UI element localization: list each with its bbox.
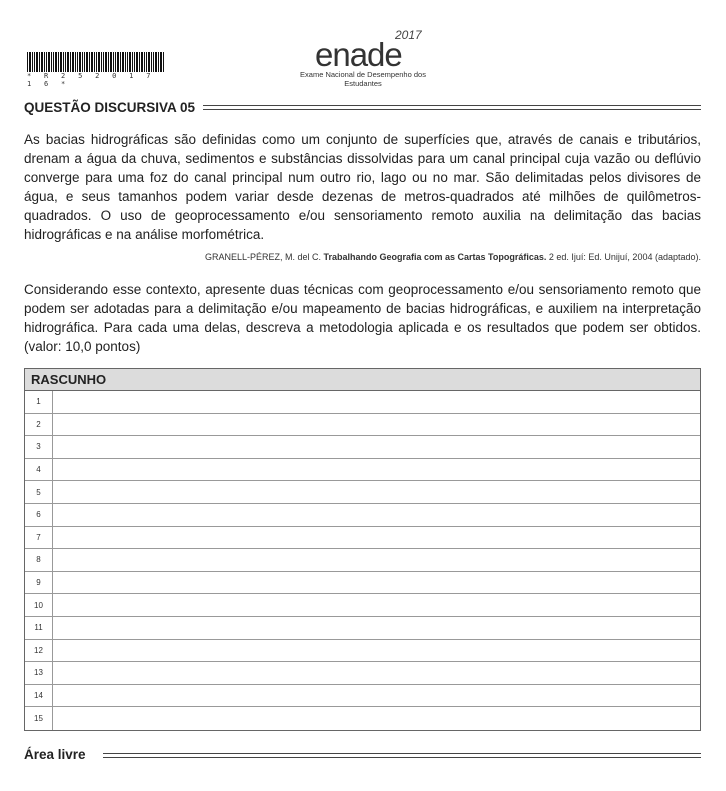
logo-year: 2017	[395, 28, 422, 42]
area-livre-title: Área livre	[24, 747, 86, 762]
rascunho-title: RASCUNHO	[25, 369, 700, 391]
line-space	[53, 391, 700, 413]
line-space	[53, 549, 700, 571]
answer-line	[25, 594, 700, 617]
answer-line	[25, 414, 700, 437]
question-prompt-paragraph: Considerando esse contexto, apresente duas técnicas com geoprocessamento e/ou sensoriamento remoto que podem ser adotadas para a delimitação e/ou mapeamento de bacias hidrográficas, e auxiliem na interpretação hidrográfica. Para cada uma delas, descreva a metodologia aplicada e os resultados que podem ser obtidos. (valor: 10,0 pontos)	[24, 282, 701, 354]
line-number: 8	[25, 549, 53, 571]
reference-rest: 2 ed. Ijuí: Ed. Unijuí, 2004 (adaptado).	[546, 252, 701, 262]
line-number: 3	[25, 436, 53, 458]
question-title: QUESTÃO DISCURSIVA 05	[24, 100, 196, 115]
line-space	[53, 414, 700, 436]
line-number: 7	[25, 527, 53, 549]
area-livre-rule	[103, 753, 701, 758]
reference-citation	[205, 252, 701, 262]
logo-subtitle: Exame Nacional de Desempenho dos Estudantes	[300, 70, 426, 88]
line-space	[53, 572, 700, 594]
rascunho-rows	[25, 391, 700, 730]
answer-line	[25, 617, 700, 640]
line-number: 6	[25, 504, 53, 526]
line-space	[53, 527, 700, 549]
enade-logo	[300, 28, 430, 86]
line-number: 12	[25, 640, 53, 662]
line-space	[53, 640, 700, 662]
reference-author: GRANELL-PÉREZ, M. del C.	[204, 252, 324, 262]
answer-line	[25, 527, 700, 550]
line-number: 15	[25, 707, 53, 730]
title-rule	[203, 105, 701, 110]
line-space	[53, 707, 700, 730]
line-space	[53, 594, 700, 616]
answer-line	[25, 662, 700, 685]
line-number: 13	[25, 662, 53, 684]
line-number: 5	[25, 481, 53, 503]
barcode-text: * R 2 5 2 0 1 7 1 6 *	[27, 72, 155, 88]
question-context-paragraph: As bacias hidrográficas são definidas como um conjunto de superfícies que, através de canais e tributários, drenam a água da chuva, sedimentos e substâncias dissolvidas para um canal principal cuja vazão ou deflúvio converge para uma foz do canal principal num outro rio, lago ou no mar. São delimitadas pelos divisores de água, e seus tamanhos podem variar desde dezenas de metros-quadrados até milhões de quilômetros-quadrados. O uso de geoprocessamento e/ou sensoriamento remoto auxilia na delimitação das bacias hidrográficas e na análise morfométrica.	[24, 132, 701, 242]
answer-line	[25, 707, 700, 730]
answer-line	[25, 391, 700, 414]
answer-line	[25, 640, 700, 663]
line-number: 9	[25, 572, 53, 594]
answer-line	[25, 572, 700, 595]
line-number: 11	[25, 617, 53, 639]
line-number: 10	[25, 594, 53, 616]
rascunho-table	[24, 368, 701, 731]
line-space	[53, 504, 700, 526]
barcode-icon	[27, 52, 165, 72]
answer-line	[25, 685, 700, 708]
answer-line	[25, 504, 700, 527]
line-space	[53, 459, 700, 481]
line-number: 1	[25, 391, 53, 413]
line-space	[53, 617, 700, 639]
answer-line	[25, 481, 700, 504]
answer-line	[25, 549, 700, 572]
line-number: 14	[25, 685, 53, 707]
line-space	[53, 662, 700, 684]
line-space	[53, 685, 700, 707]
answer-line	[25, 436, 700, 459]
logo-word: enade	[315, 36, 402, 73]
answer-line	[25, 459, 700, 482]
line-space	[53, 436, 700, 458]
line-number: 4	[25, 459, 53, 481]
reference-title: Trabalhando Geografia com as Cartas Topográficas.	[323, 252, 547, 262]
line-space	[53, 481, 700, 503]
line-number: 2	[25, 414, 53, 436]
